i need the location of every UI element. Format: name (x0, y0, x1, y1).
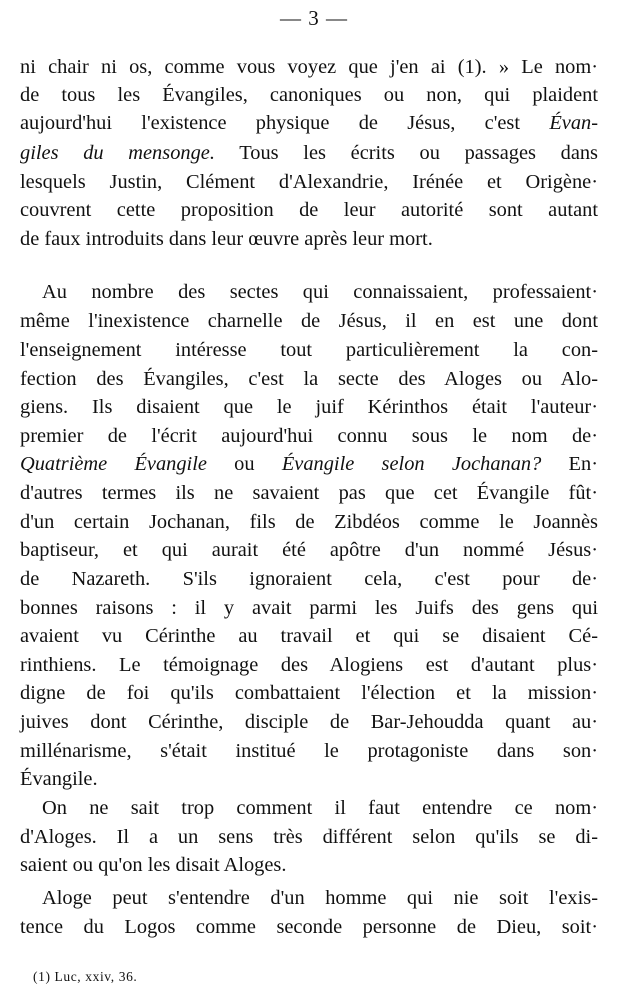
text-line: d'autres termes ils ne savaient pas que cet Évangile fût· (20, 482, 598, 504)
text-line: Au nombre des sectes qui connaissaient, professaient· (42, 281, 598, 303)
text-line: aujourd'hui l'existence physique de Jésus, c'est Évan- (20, 112, 598, 134)
text-line: d'Aloges. Il a un sens très différent selon qu'ils se di- (20, 826, 598, 848)
text-line: même l'inexistence charnelle de Jésus, il en est une dont (20, 310, 598, 332)
text-line: avaient vu Cérinthe au travail et qui se disaient Cé- (20, 625, 598, 647)
text-line: tence du Logos comme seconde personne de Dieu, soit· (20, 916, 598, 938)
text-line: baptiseur, et qui aurait été apôtre d'un nommé Jésus· (20, 539, 598, 561)
text-line: rinthiens. Le témoignage des Alogiens est d'autant plus· (20, 654, 598, 676)
text-line: giles du mensonge. Tous les écrits ou passages dans (20, 142, 598, 164)
text-line: Aloge peut s'entendre d'un homme qui nie soit l'exis- (42, 887, 598, 909)
page-number: — 3 — (280, 6, 348, 30)
text-line: juives dont Cérinthe, disciple de Bar-Jehoudda quant au· (20, 711, 598, 733)
text-line: couvrent cette proposition de leur autorité sont autant (20, 199, 598, 221)
text-line: de faux introduits dans leur œuvre après leur mort. (20, 228, 433, 250)
text-line: Quatrième Évangile ou Évangile selon Jochanan? En· (20, 453, 598, 475)
text-line: ni chair ni os, comme vous voyez que j'en ai (1). » Le nom· (20, 56, 598, 78)
text-line: saient ou qu'on les disait Aloges. (20, 854, 287, 876)
text-line: fection des Évangiles, c'est la secte des Aloges ou Alo- (20, 368, 598, 390)
text-line: bonnes raisons : il y avait parmi les Juifs des gens qui (20, 597, 598, 619)
text-line: premier de l'écrit aujourd'hui connu sous le nom de· (20, 425, 598, 447)
text-line: giens. Ils disaient que le juif Kérinthos était l'auteur· (20, 396, 598, 418)
text-line: l'enseignement intéresse tout particulièrement la con- (20, 339, 598, 361)
footnote: (1) Luc, xxiv, 36. (33, 969, 138, 984)
body-text (20, 52, 598, 952)
text-line: digne de foi qu'ils combattaient l'élection et la mission· (20, 682, 598, 704)
text-line: de tous les Évangiles, canoniques ou non, qui plaident (20, 84, 598, 106)
text-line: millénarisme, s'était institué le protagoniste dans son· (20, 740, 598, 762)
text-line: On ne sait trop comment il faut entendre ce nom· (42, 797, 598, 819)
text-line: lesquels Justin, Clément d'Alexandrie, Irénée et Origène· (20, 171, 598, 193)
text-line: d'un certain Jochanan, fils de Zibdéos comme le Joannès (20, 511, 598, 533)
text-line: de Nazareth. S'ils ignoraient cela, c'est pour de· (20, 568, 598, 590)
text-line: Évangile. (20, 768, 98, 790)
